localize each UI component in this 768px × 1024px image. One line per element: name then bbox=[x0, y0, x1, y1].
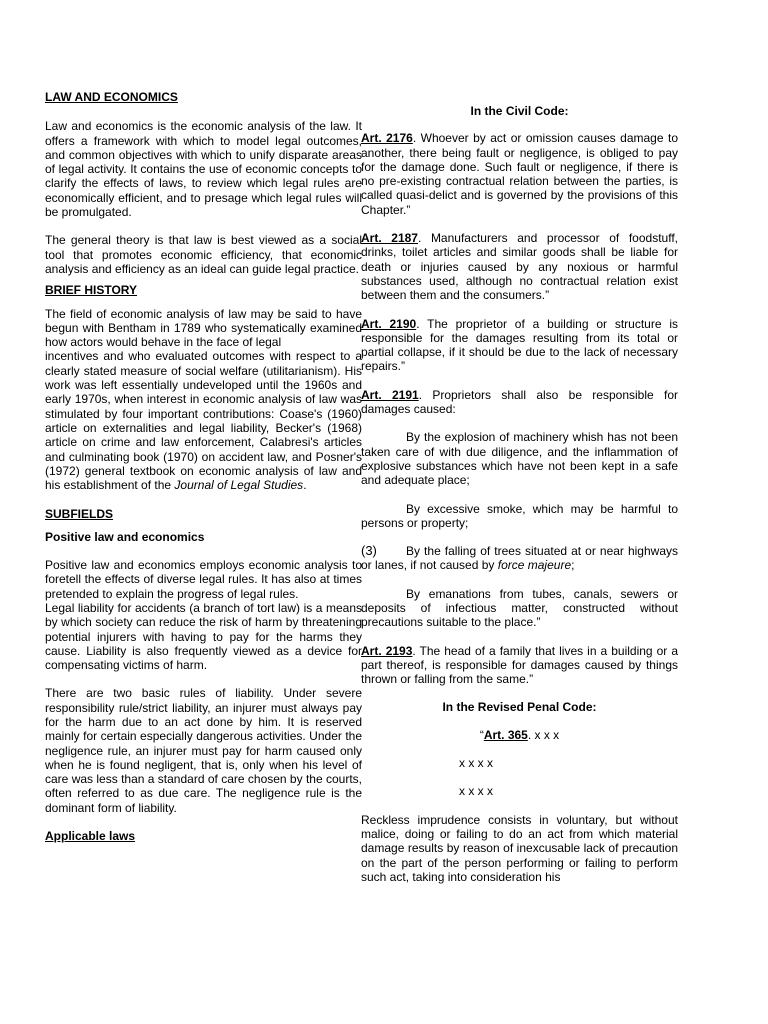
art-2190-text: . The proprietor of a building or structure is responsible for the damages resulting from its total or partial collapse, if it should be due to the lack of necessary repairs.” bbox=[361, 316, 678, 374]
item-3-text: By the falling of trees situated at or near highways or lanes, if not caused by bbox=[361, 544, 678, 573]
art-2187-text: . Manufacturers and processor of foodstuff, drinks, toilet articles and similar goods shall be liable for death or injuries caused by any noxious or harmful substances used, although no contractual relation exist between them and the consumers.” bbox=[361, 231, 678, 303]
journal-end: . bbox=[303, 478, 307, 493]
intro-paragraph: Law and economics is the economic analysis of the law. It offers a framework with which to model legal outcomes, and common objectives with which to unify disparate areas of legal activity. It contains the use of economic concepts to clarify the effects of laws, to review which legal rules are economically efficient, and to presage which legal rules will be promulgated. bbox=[45, 119, 362, 220]
heading-subfields: SUBFIELDS bbox=[45, 507, 114, 522]
art-2193-text: . The head of a family that lives in a building or a part thereof, is responsible for damages caused by things thrown or falling from the same.” bbox=[361, 643, 678, 687]
art-365-line bbox=[361, 728, 678, 742]
art-2187-label: Art. 2187 bbox=[361, 231, 418, 246]
reckless-imprudence-paragraph: Reckless imprudence consists in voluntary, but without malice, doing or failing to do an act from which material damage results by reason of inexcusable lack of precaution on the part of the person performing or failing to perform such act, taking into consideration his bbox=[361, 812, 678, 884]
art-2191-item-3 bbox=[361, 544, 678, 573]
art-2191-text: . Proprietors shall also be responsible for damages caused: bbox=[361, 387, 678, 417]
history-paragraph-1: The field of economic analysis of law may be said to have begun with Bentham in 1789 who systematically examined how actors would behave in the face of legal bbox=[45, 306, 362, 350]
heading-positive-law: Positive law and economics bbox=[45, 529, 205, 544]
art-2176-text: . Whoever by act or omission causes damage to another, there being fault or negligence, is obliged to pay for the damage done. Such fault or negligence, if there is no pre-existing contractual relation between the parties, is called quasi-delict and is governed by the provisions of this Chapter.” bbox=[361, 131, 678, 217]
item-3-number: (3) bbox=[361, 543, 377, 559]
art-365-rest: . x x x bbox=[527, 727, 560, 742]
art-2176-label: Art. 2176 bbox=[361, 131, 413, 146]
art-2176-paragraph bbox=[361, 131, 678, 217]
art-2191-paragraph bbox=[361, 388, 678, 417]
art-2191-label: Art. 2191 bbox=[361, 387, 419, 402]
positive-paragraph-2: Legal liability for accidents (a branch of tort law) is a means by which society can reduce the risk of harm by threatening potential injurers with having to pay for the harms they cause. Liability is also frequently viewed as a device for compensating victims of harm. bbox=[45, 600, 362, 673]
art-2187-paragraph bbox=[361, 231, 678, 302]
art-2190-paragraph bbox=[361, 317, 678, 374]
omission-line-1: x x x x bbox=[459, 756, 494, 771]
art-2191-item-1: By the explosion of machinery whish has not been taken care of with due diligence, and the inflammation of explosive substances which have not been kept in a safe and adequate place; bbox=[361, 430, 678, 488]
liability-paragraph: There are two basic rules of liability. Under severe responsibility rule/strict liability, an injurer must always pay for the harm due to an act done by him. It is reserved mainly for certain especially dangerous activities. Under the negligence rule, an injurer must pay for harm caused only when he is found negligent, that is, only when his level of care was less than a standard of care chosen by the courts, often referred to as due care. The negligence rule is the dominant form of liability. bbox=[45, 686, 362, 815]
theory-paragraph: The general theory is that law is best viewed as a social tool that promotes economic efficiency, that economic analysis and efficiency as an ideal can guide legal practice. bbox=[45, 233, 362, 276]
history-paragraph-2 bbox=[45, 349, 362, 492]
history-text: incentives and who evaluated outcomes with respect to a clearly stated measure of social welfare (utilitarianism). His work was left essentially undeveloped until the 1960s and early 1970s, when interest in economic analysis of law was stimulated by four important contributions: Coase's (1960) article on externalities and legal liability, Becker's (1968) article on crime and law enforcement, Calabresi's articles and culminating book (1970) on accident law, and Posner's (1972) general textbook on economic analysis of law and his establishment of the bbox=[45, 349, 362, 493]
omission-line-2: x x x x bbox=[459, 784, 494, 799]
art-2190-label: Art. 2190 bbox=[361, 316, 417, 331]
journal-name: Journal of Legal Studies bbox=[174, 478, 304, 493]
art-2191-item-2: By excessive smoke, which may be harmful to persons or property; bbox=[361, 501, 678, 530]
art-365-open-quote: “ bbox=[479, 727, 484, 742]
art-2193-paragraph bbox=[361, 644, 678, 687]
heading-revised-penal-code: In the Revised Penal Code: bbox=[442, 699, 597, 714]
title-law-and-economics: LAW AND ECONOMICS bbox=[45, 90, 178, 104]
heading-civil-code: In the Civil Code: bbox=[470, 104, 569, 118]
art-365-label: Art. 365 bbox=[483, 727, 528, 742]
heading-applicable-laws: Applicable laws bbox=[45, 829, 136, 844]
left-column bbox=[45, 90, 362, 843]
art-2193-label: Art. 2193 bbox=[361, 643, 413, 658]
positive-paragraph-1: Positive law and economics employs economic analysis to foretell the effects of diverse legal rules. It has also at times pretended to explain the progress of legal rules. bbox=[45, 558, 362, 601]
heading-brief-history: BRIEF HISTORY bbox=[45, 283, 138, 298]
right-column bbox=[361, 104, 678, 884]
art-2191-item-4: By emanations from tubes, canals, sewers or deposits of infectious matter, constructed without precautions suitable to the place.” bbox=[361, 586, 678, 630]
item-3-end: ; bbox=[571, 558, 575, 573]
item-3-force-majeure: force majeure bbox=[497, 558, 572, 573]
